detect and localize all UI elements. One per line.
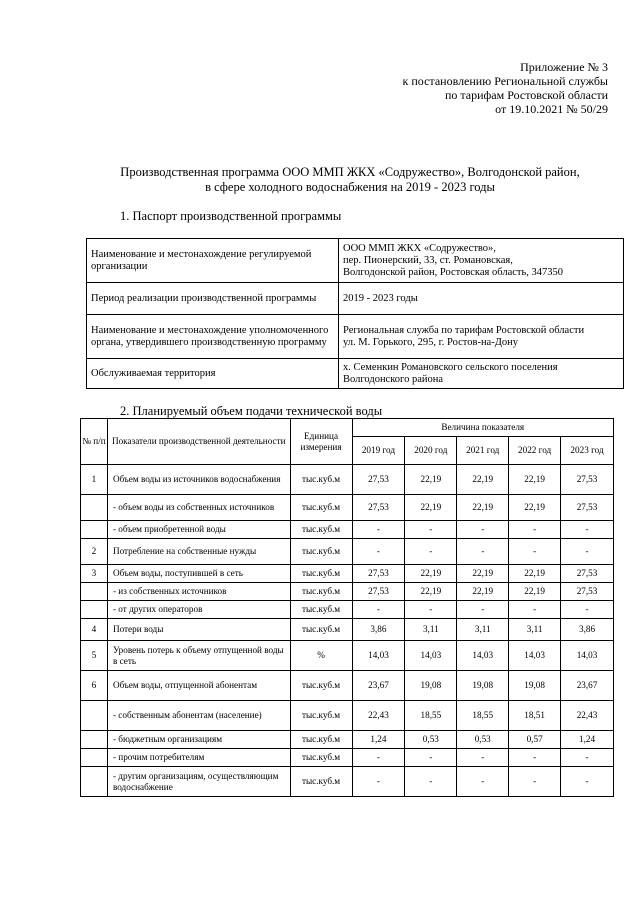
unit-cell: тыс.куб.м: [290, 565, 352, 583]
value-cell: -: [405, 749, 457, 767]
unit-cell: тыс.куб.м: [290, 601, 352, 619]
indicator-name: - от других операторов: [107, 601, 290, 619]
row-number: [81, 767, 108, 797]
passport-label: Период реализации производственной программы: [87, 283, 339, 315]
col-header-year: 2023 год: [561, 437, 614, 465]
title-line: в сфере холодного водоснабжения на 2019 - 2023 годы: [205, 180, 495, 194]
table-row: [87, 239, 624, 283]
value-cell: -: [509, 601, 561, 619]
value-cell: -: [405, 601, 457, 619]
table-row: [81, 583, 614, 601]
section2-heading: 2. Планируемый объем подачи технической воды: [120, 404, 383, 418]
table-row: [81, 641, 614, 671]
value-cell: 22,43: [561, 701, 614, 731]
passport-value: [339, 359, 624, 389]
value-cell: 19,08: [457, 671, 509, 701]
table-row: [87, 283, 624, 315]
value-cell: 1,24: [352, 731, 405, 749]
value-cell: -: [509, 539, 561, 565]
row-number: [81, 601, 108, 619]
value-cell: -: [457, 749, 509, 767]
value-cell: -: [561, 539, 614, 565]
table-row: [81, 495, 614, 521]
value-cell: -: [352, 539, 405, 565]
value-cell: 22,19: [405, 565, 457, 583]
value-cell: 27,53: [352, 565, 405, 583]
value-cell: -: [457, 539, 509, 565]
table-row: [81, 619, 614, 641]
value-cell: -: [561, 601, 614, 619]
value-cell: 27,53: [561, 495, 614, 521]
table-row: [81, 731, 614, 749]
row-number: 6: [81, 671, 108, 701]
indicator-name: - бюджетным организациям: [107, 731, 290, 749]
table-row: [81, 749, 614, 767]
value-cell: 18,55: [405, 701, 457, 731]
value-cell: 14,03: [561, 641, 614, 671]
col-header-year: 2022 год: [509, 437, 561, 465]
value-cell: -: [457, 521, 509, 539]
passport-value: [339, 315, 624, 359]
row-number: [81, 749, 108, 767]
unit-cell: тыс.куб.м: [290, 749, 352, 767]
row-number: [81, 701, 108, 731]
value-cell: 22,19: [457, 565, 509, 583]
col-header-unit: Единица измерения: [290, 419, 352, 465]
indicator-name: Объем воды из источников водоснабжения: [107, 465, 290, 495]
value-cell: 22,19: [405, 495, 457, 521]
unit-cell: тыс.куб.м: [290, 767, 352, 797]
unit-cell: тыс.куб.м: [290, 619, 352, 641]
value-cell: 14,03: [509, 641, 561, 671]
table-row: [87, 315, 624, 359]
table-row: [81, 539, 614, 565]
passport-table: [86, 238, 624, 389]
value-line: х. Семенкин Романовского сельского поселения: [343, 361, 558, 373]
row-number: 5: [81, 641, 108, 671]
value-cell: 14,03: [352, 641, 405, 671]
value-cell: 27,53: [561, 583, 614, 601]
passport-value: [339, 283, 624, 315]
value-cell: 3,86: [561, 619, 614, 641]
value-cell: 19,08: [405, 671, 457, 701]
value-cell: 0,53: [405, 731, 457, 749]
value-cell: 22,19: [405, 583, 457, 601]
value-cell: 14,03: [457, 641, 509, 671]
value-cell: -: [509, 767, 561, 797]
value-cell: 23,67: [561, 671, 614, 701]
value-cell: -: [352, 601, 405, 619]
value-cell: 0,53: [457, 731, 509, 749]
unit-cell: тыс.куб.м: [290, 539, 352, 565]
value-line: Региональная служба по тарифам Ростовской области: [343, 324, 585, 336]
value-cell: 22,19: [405, 465, 457, 495]
table-row: [81, 671, 614, 701]
value-cell: 18,51: [509, 701, 561, 731]
value-cell: -: [352, 521, 405, 539]
value-cell: 22,19: [509, 565, 561, 583]
table-row: [81, 701, 614, 731]
value-cell: 27,53: [352, 495, 405, 521]
table-row: [81, 465, 614, 495]
row-number: 1: [81, 465, 108, 495]
document-title: [60, 165, 640, 195]
value-cell: -: [405, 767, 457, 797]
unit-cell: тыс.куб.м: [290, 495, 352, 521]
value-cell: 27,53: [561, 465, 614, 495]
value-cell: 27,53: [561, 565, 614, 583]
value-line: Волгодонского района: [343, 373, 444, 385]
row-number: [81, 583, 108, 601]
value-cell: 23,67: [352, 671, 405, 701]
unit-cell: тыс.куб.м: [290, 671, 352, 701]
unit-cell: %: [290, 641, 352, 671]
row-number: [81, 495, 108, 521]
row-number: [81, 731, 108, 749]
value-cell: 22,19: [457, 583, 509, 601]
col-header-value-group: Величина показателя: [352, 419, 614, 437]
appendix-line: к постановлению Региональной службы: [402, 74, 608, 88]
indicator-name: - собственным абонентам (население): [107, 701, 290, 731]
value-cell: 3,86: [352, 619, 405, 641]
indicator-name: Объем воды, поступившей в сеть: [107, 565, 290, 583]
value-cell: -: [509, 749, 561, 767]
volume-table: [80, 418, 614, 797]
indicator-name: Уровень потерь к объему отпущенной воды в сеть: [107, 641, 290, 671]
col-header-indicator: Показатели производственной деятельности: [107, 419, 290, 465]
value-cell: -: [561, 521, 614, 539]
value-line: 2019 - 2023 годы: [343, 292, 418, 304]
unit-cell: тыс.куб.м: [290, 701, 352, 731]
row-number: 4: [81, 619, 108, 641]
header-row: [81, 419, 614, 437]
row-number: 3: [81, 565, 108, 583]
indicator-name: Потери воды: [107, 619, 290, 641]
value-cell: -: [405, 521, 457, 539]
passport-label: Наименование и местонахождение уполномоченного органа, утвердившего производственную программу: [87, 315, 339, 359]
row-number: [81, 521, 108, 539]
value-cell: 14,03: [405, 641, 457, 671]
table-row: [81, 767, 614, 797]
value-cell: -: [457, 601, 509, 619]
col-header-num: № п/п: [81, 419, 108, 465]
unit-cell: тыс.куб.м: [290, 731, 352, 749]
indicator-name: Объем воды, отпущенной абонентам: [107, 671, 290, 701]
value-cell: 22,43: [352, 701, 405, 731]
value-cell: -: [561, 749, 614, 767]
indicator-name: - объем приобретенной воды: [107, 521, 290, 539]
section1-heading: 1. Паспорт производственной программы: [120, 209, 342, 223]
value-line: Волгодонской район, Ростовская область, 347350: [343, 266, 564, 278]
unit-cell: тыс.куб.м: [290, 465, 352, 495]
unit-cell: тыс.куб.м: [290, 521, 352, 539]
indicator-name: - объем воды из собственных источников: [107, 495, 290, 521]
value-cell: 3,11: [405, 619, 457, 641]
value-cell: 22,19: [509, 583, 561, 601]
value-cell: 22,19: [457, 495, 509, 521]
value-cell: 22,19: [457, 465, 509, 495]
volume-table-body: [81, 465, 614, 797]
value-line: ул. М. Горького, 295, г. Ростов-на-Дону: [343, 336, 518, 348]
appendix-line: Приложение № 3: [520, 60, 608, 74]
value-cell: 27,53: [352, 465, 405, 495]
col-header-year: 2020 год: [405, 437, 457, 465]
title-line: Производственная программа ООО ММП ЖКХ «Содружество», Волгодонской район,: [120, 165, 580, 179]
value-cell: -: [352, 749, 405, 767]
appendix-header: [403, 60, 608, 116]
table-row: [81, 521, 614, 539]
passport-label: Наименование и местонахождение регулируемой организации: [87, 239, 339, 283]
col-header-year: 2019 год: [352, 437, 405, 465]
value-cell: 0,57: [509, 731, 561, 749]
table-row: [87, 359, 624, 389]
unit-cell: тыс.куб.м: [290, 583, 352, 601]
indicator-name: - прочим потребителям: [107, 749, 290, 767]
appendix-line: по тарифам Ростовской области: [444, 88, 608, 102]
indicator-name: Потребление на собственные нужды: [107, 539, 290, 565]
value-cell: 1,24: [561, 731, 614, 749]
value-cell: 19,08: [509, 671, 561, 701]
indicator-name: - из собственных источников: [107, 583, 290, 601]
appendix-line: от 19.10.2021 № 50/29: [495, 102, 608, 116]
value-cell: -: [509, 521, 561, 539]
value-cell: 27,53: [352, 583, 405, 601]
value-line: пер. Пионерский, 33, ст. Романовская,: [343, 254, 513, 266]
value-cell: 3,11: [509, 619, 561, 641]
indicator-name: - другим организациям, осуществляющим водоснабжение: [107, 767, 290, 797]
passport-value: [339, 239, 624, 283]
value-cell: 22,19: [509, 465, 561, 495]
table-row: [81, 565, 614, 583]
value-cell: -: [405, 539, 457, 565]
value-cell: -: [561, 767, 614, 797]
value-cell: -: [352, 767, 405, 797]
value-line: ООО ММП ЖКХ «Содружество»,: [343, 242, 496, 254]
table-row: [81, 601, 614, 619]
value-cell: 22,19: [509, 495, 561, 521]
row-number: 2: [81, 539, 108, 565]
value-cell: 18,55: [457, 701, 509, 731]
col-header-year: 2021 год: [457, 437, 509, 465]
passport-label: Обслуживаемая территория: [87, 359, 339, 389]
value-cell: -: [457, 767, 509, 797]
value-cell: 3,11: [457, 619, 509, 641]
